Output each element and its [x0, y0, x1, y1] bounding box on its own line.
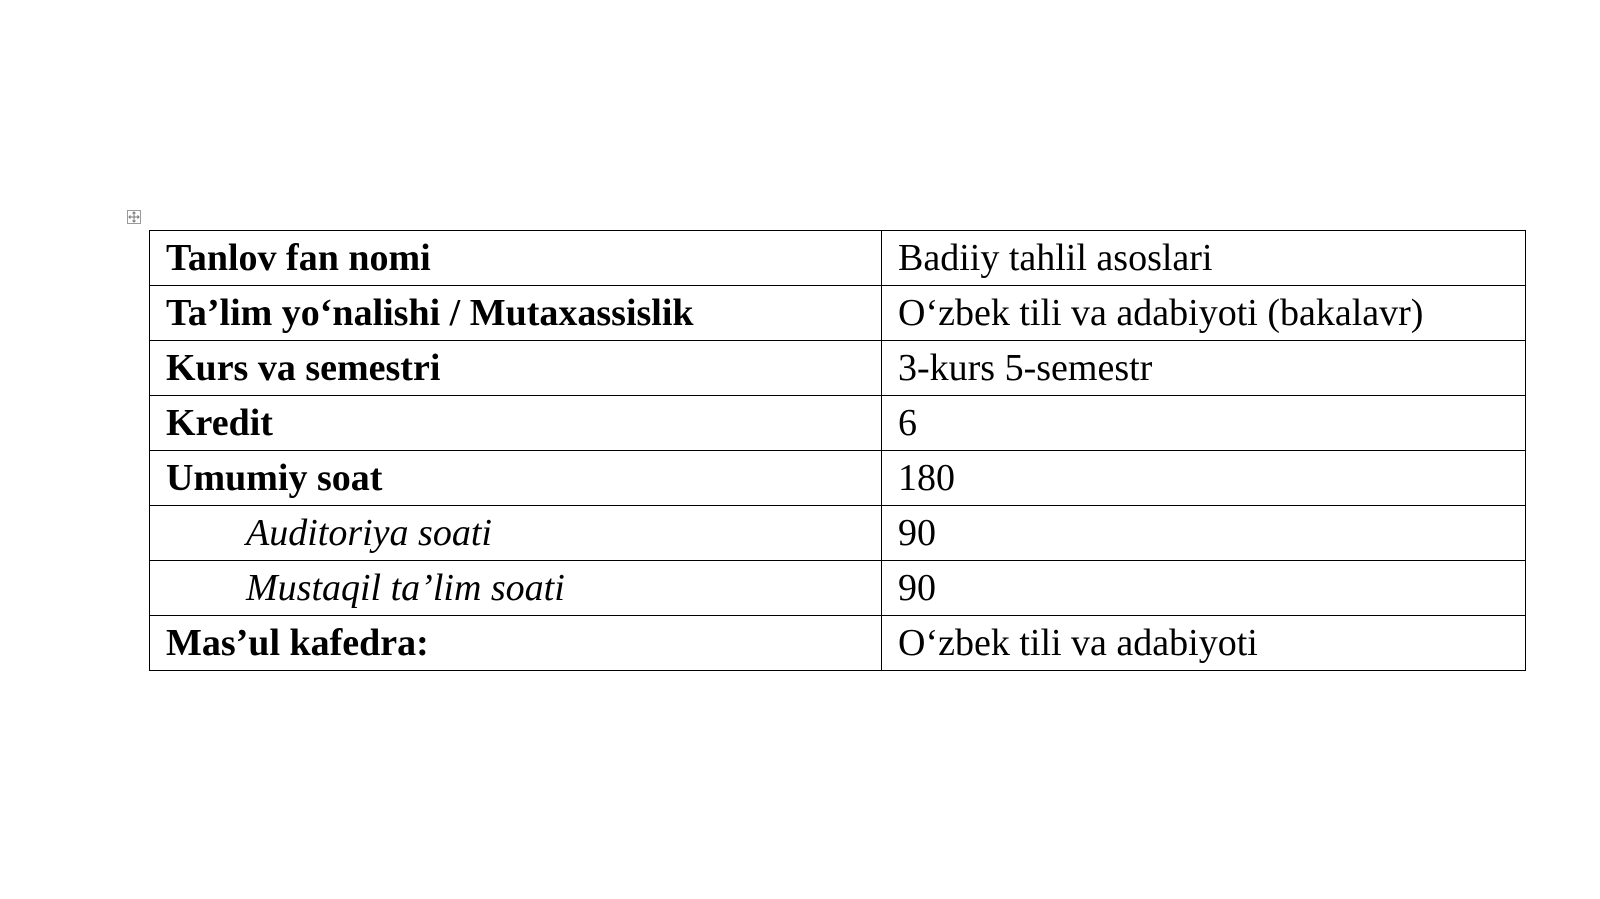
table-row [150, 341, 1526, 396]
row-label: Kredit [150, 396, 882, 451]
row-value: 3-kurs 5-semestr [882, 341, 1526, 396]
row-label: Kurs va semestri [150, 341, 882, 396]
course-info-table-wrapper [149, 230, 1526, 676]
row-label: Umumiy soat [150, 451, 882, 506]
row-label: Ta’lim yo‘nalishi / Mutaxassislik [150, 286, 882, 341]
row-label: Mas’ul kafedra: [150, 616, 882, 671]
table-row [150, 396, 1526, 451]
row-value: Badiiy tahlil asoslari [882, 231, 1526, 286]
table-row [150, 286, 1526, 341]
row-value: 6 [882, 396, 1526, 451]
row-value: 90 [882, 561, 1526, 616]
table-row [150, 616, 1526, 671]
row-label: Tanlov fan nomi [150, 231, 882, 286]
table-row [150, 451, 1526, 506]
row-value: 180 [882, 451, 1526, 506]
row-value: O‘zbek tili va adabiyoti (bakalavr) [882, 286, 1526, 341]
row-label-sub: Mustaqil ta’lim soati [150, 561, 882, 616]
course-info-table [149, 230, 1526, 671]
row-value: 90 [882, 506, 1526, 561]
row-value: O‘zbek tili va adabiyoti [882, 616, 1526, 671]
table-row [150, 506, 1526, 561]
row-label-sub: Auditoriya soati [150, 506, 882, 561]
table-row [150, 231, 1526, 286]
table-row [150, 561, 1526, 616]
table-move-handle-icon[interactable] [127, 210, 141, 224]
